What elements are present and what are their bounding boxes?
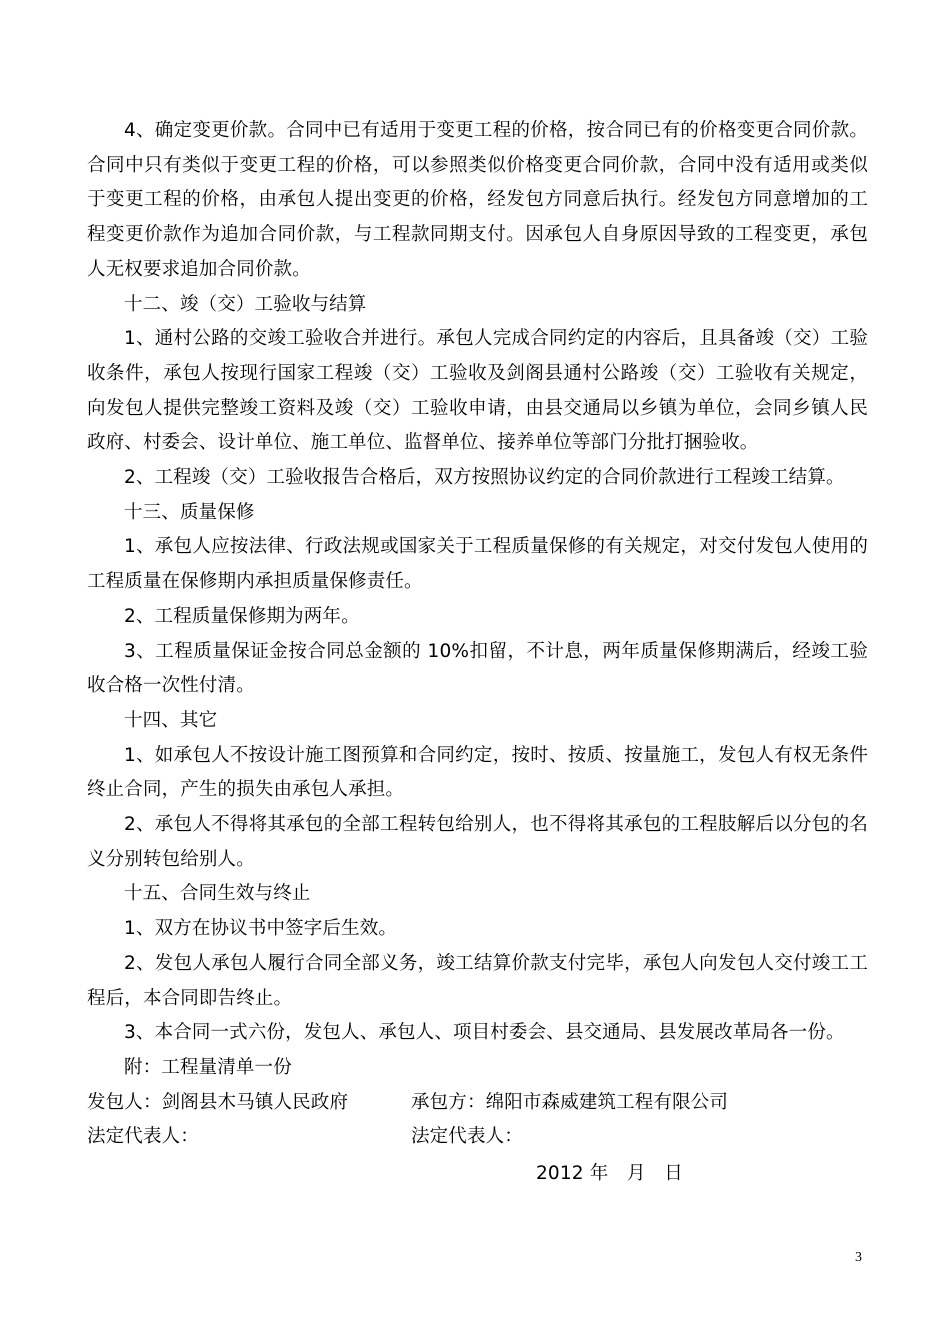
clause-13-3: 3、工程质量保证金按合同总金额的 10%扣留，不计息，两年质量保修期满后，经竣工验收合格一次性付清。: [87, 640, 868, 697]
clause-15-2: 2、发包人承包人履行合同全部义务，竣工结算价款支付完毕，承包人向发包人交付竣工工程后，本合同即告终止。: [87, 952, 868, 1009]
attachment-note: 附：工程量清单一份: [124, 1056, 292, 1078]
employer-legal-representative: 法定代表人：: [87, 1126, 199, 1148]
section-heading-12: 十二、竣（交）工验收与结算: [124, 293, 367, 315]
clause-12-2: 2、工程竣（交）工验收报告合格后，双方按照协议约定的合同价款进行工程竣工结算。: [124, 467, 845, 489]
page-number: 3: [855, 1250, 862, 1265]
clause-15-1: 1、双方在协议书中签字后生效。: [124, 918, 398, 940]
clause-13-2: 2、工程质量保修期为两年。: [124, 605, 360, 627]
signature-representatives-row: [87, 1120, 868, 1155]
employer-name: 发包人：剑阁县木马镇人民政府: [87, 1091, 349, 1113]
signing-date: 2012 年 月 日: [536, 1163, 683, 1185]
contractor-name: 承包方：绵阳市森威建筑工程有限公司: [411, 1091, 729, 1113]
section-heading-13: 十三、质量保修: [124, 501, 255, 523]
clause-15-3: 3、本合同一式六份，发包人、承包人、项目村委会、县交通局、县发展改革局各一份。: [124, 1022, 845, 1044]
clause-change-price: 4、确定变更价款。合同中已有适用于变更工程的价格，按合同已有的价格变更合同价款。合同中只有类似于变更工程的价格，可以参照类似价格变更合同价款，合同中没有适用或类似于变更工程的价格，由承包人提出变更的价格，经发包方同意后执行。经发包方同意增加的工程变更价款作为追加合同价款，与工程款同期支付。因承包人自身原因导致的工程变更，承包人无权要求追加合同价款。: [87, 120, 868, 280]
section-heading-15: 十五、合同生效与终止: [124, 883, 311, 905]
clause-14-1: 1、如承包人不按设计施工图预算和合同约定，按时、按质、按量施工，发包人有权无条件终止合同，产生的损失由承包人承担。: [87, 744, 868, 801]
section-heading-14: 十四、其它: [124, 709, 218, 731]
clause-14-2: 2、承包人不得将其承包的全部工程转包给别人，也不得将其承包的工程肢解后以分包的名义分别转包给别人。: [87, 814, 868, 870]
contractor-legal-representative: 法定代表人：: [411, 1126, 523, 1148]
clause-13-1: 1、承包人应按法律、行政法规或国家关于工程质量保修的有关规定，对交付发包人使用的工程质量在保修期内承担质量保修责任。: [87, 536, 868, 593]
clause-12-1: 1、通村公路的交竣工验收合并进行。承包人完成合同约定的内容后，且具备竣（交）工验收条件，承包人按现行国家工程竣（交）工验收及剑阁县通村公路竣（交）工验收有关规定，向发包人提供完整竣工资料及竣（交）工验收申请，由县交通局以乡镇为单位，会同乡镇人民政府、村委会、设计单位、施工单位、监督单位、接养单位等部门分批打捆验收。: [87, 328, 868, 454]
signature-parties-row: [87, 1086, 868, 1121]
contract-body: [87, 114, 868, 1192]
